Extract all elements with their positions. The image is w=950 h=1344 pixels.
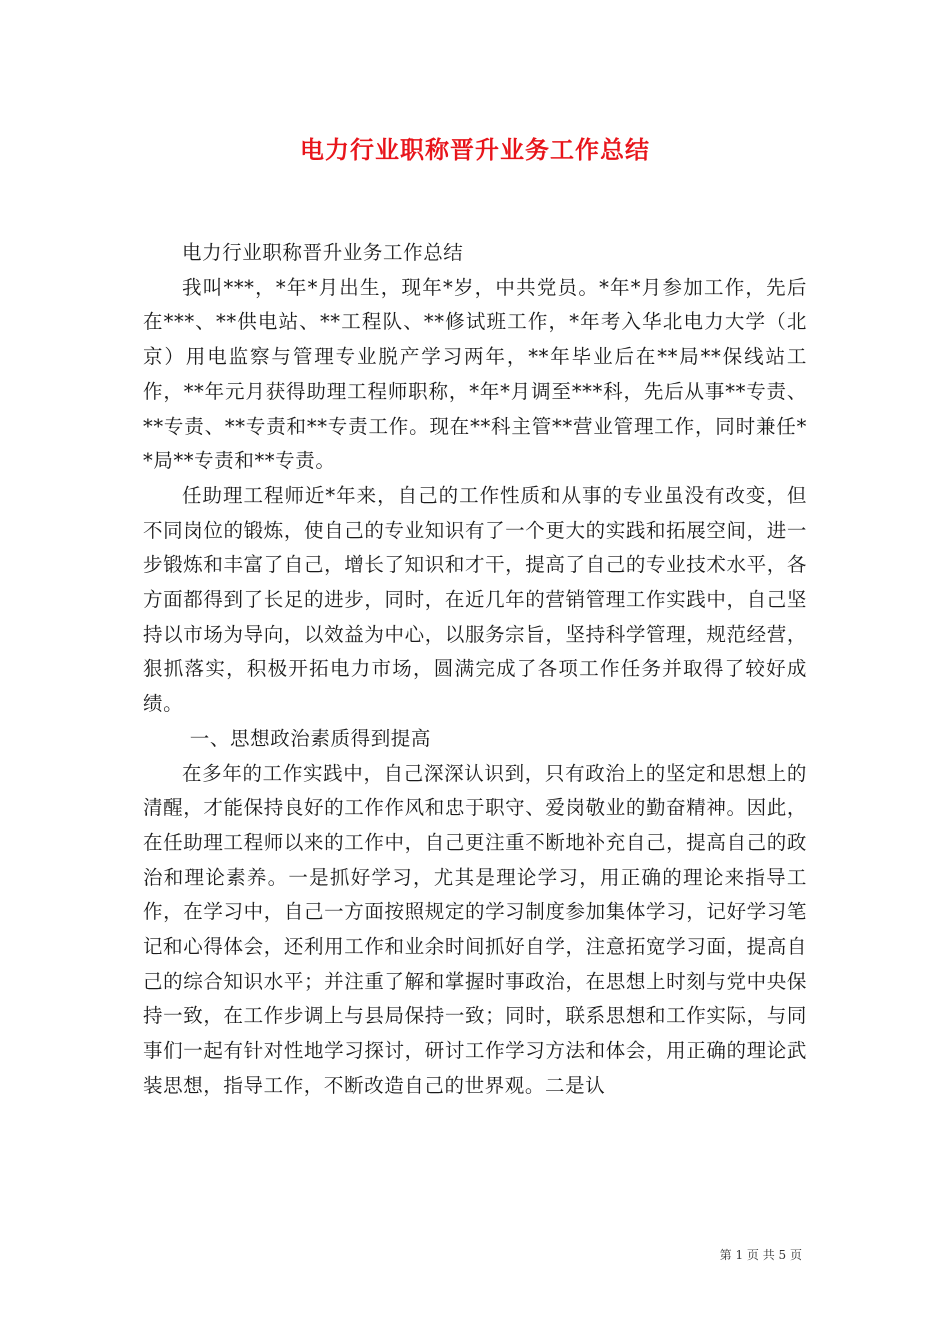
page-number: 第 1 页 共 5 页	[719, 1248, 802, 1262]
section-heading-political-quality: 一、思想政治素质得到提高	[189, 726, 431, 750]
body-paragraph-introduction: 我叫***，*年*月出生，现年*岁，中共党员。*年*月参加工作，先后在***、**供电站、**工程队、**修试班工作，*年考入华北电力大学（北京）用电监察与管理专业脱产学习两年，**年毕业后在**局**保线站工作，**年元月获得助理工程师职称，*年*月调至***科，先后从事**专责、**专责、**专责和**专责工作。现在**科主管**营业管理工作，同时兼任**局**专责和**专责。	[143, 275, 807, 473]
body-paragraph-overview: 任助理工程师近*年来，自己的工作性质和从事的专业虽没有改变，但不同岗位的锻炼，使自己的专业知识有了一个更大的实践和拓展空间，进一步锻炼和丰富了自己，增长了知识和才干，提高了自己的专业技术水平，各方面都得到了长足的进步，同时，在近几年的营销管理工作实践中，自己坚持以市场为导向，以效益为中心，以服务宗旨，坚持科学管理，规范经营，狠抓落实，积极开拓电力市场，圆满完成了各项工作任务并取得了较好成绩。	[143, 483, 807, 716]
body-paragraph-political-quality: 在多年的工作实践中，自己深深认识到，只有政治上的坚定和思想上的清醒，才能保持良好的工作作风和忠于职守、爱岗敬业的勤奋精神。因此，在任助理工程师以来的工作中，自己更注重不断地补充自己，提高自己的政治和理论素养。一是抓好学习，尤其是理论学习，用正确的理论来指导工作，在学习中，自己一方面按照规定的学习制度参加集体学习，记好学习笔记和心得体会，还利用工作和业余时间抓好自学，注意拓宽学习面，提高自己的综合知识水平；并注重了解和掌握时事政治，在思想上时刻与党中央保持一致，在工作步调上与县局保持一致；同时，联系思想和工作实际，与同事们一起有针对性地学习探讨，研讨工作学习方法和体会，用正确的理论武装思想，指导工作，不断改造自己的世界观。二是认	[143, 761, 807, 1097]
body-paragraph-subtitle: 电力行业职称晋升业务工作总结	[182, 241, 464, 264]
document-body	[143, 236, 807, 1104]
document-title: 电力行业职称晋升业务工作总结	[300, 135, 650, 164]
